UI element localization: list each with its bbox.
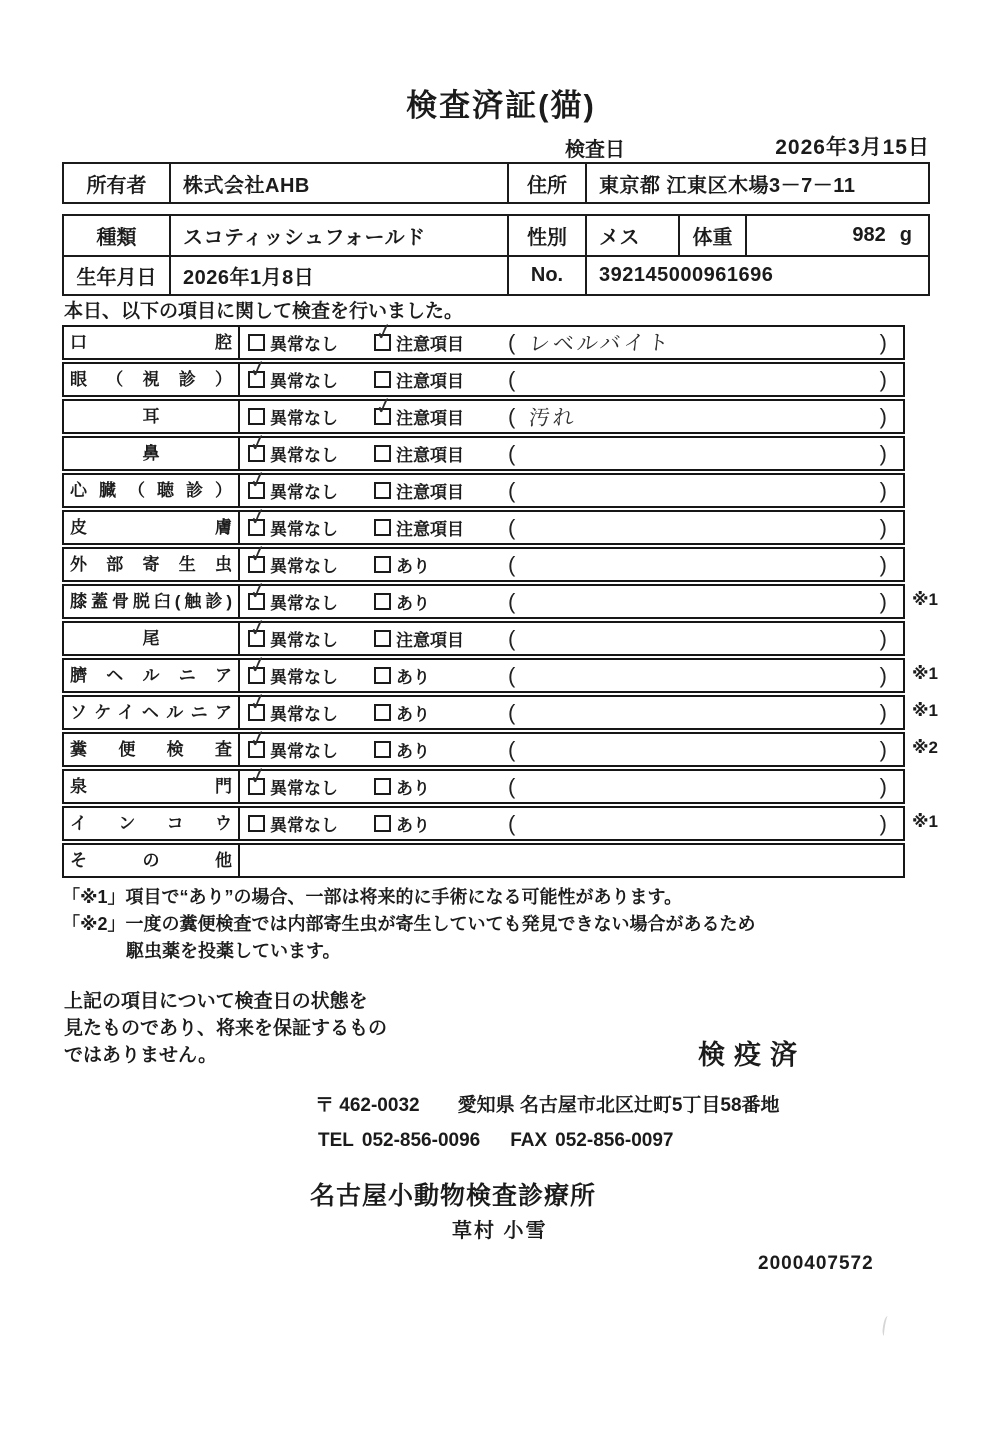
checkbox-option [247, 465, 374, 503]
open-paren: ( [508, 477, 516, 503]
checkbox-unchecked [248, 334, 265, 351]
exam-item-label: 糞便検査 [64, 734, 240, 765]
footnote-2-continued: 駆虫薬を投薬しています。 [126, 941, 341, 961]
checkbox-option [374, 478, 498, 503]
exam-row-body [240, 845, 903, 876]
exam-row-body [240, 687, 903, 728]
handwritten-note [515, 709, 880, 712]
open-paren: ( [508, 736, 516, 762]
note-area [498, 552, 903, 578]
checkbox-unchecked [374, 371, 391, 388]
exam-row [62, 502, 905, 545]
exam-table [62, 317, 938, 880]
exam-item-label: 外部寄生虫 [64, 549, 240, 580]
close-paren: ) [879, 773, 887, 799]
tel-label: TEL [318, 1130, 354, 1151]
owner-table [62, 162, 930, 204]
checkbox-checked [373, 317, 395, 351]
footnote-ref-mark: ※1 [912, 812, 938, 831]
owner-row [64, 164, 928, 202]
exam-item-label: 臍ヘルニア [64, 660, 240, 691]
weight-cell [745, 216, 928, 255]
check-mark-icon: ✓ [247, 428, 269, 459]
checkbox-option [373, 391, 498, 429]
owner-value: 株式会社AHB [169, 164, 507, 202]
footnote-1: 「※1」項目で“あり”の場合、一部は将来的に手術になる可能性があります。 [62, 887, 683, 907]
species-value: スコティッシュフォールド [169, 216, 507, 255]
close-paren: ) [879, 662, 887, 688]
checkbox-label: 注意項目 [396, 631, 464, 650]
checkbox-option [374, 774, 498, 799]
weight-label: 体重 [678, 216, 745, 255]
checkbox-unchecked [374, 815, 391, 832]
check-mark-icon: ✓ [247, 724, 269, 755]
exam-row-body [240, 317, 903, 358]
close-paren: ) [879, 736, 887, 762]
exam-row [62, 391, 905, 434]
checkbox-label: 異常なし [270, 779, 338, 798]
note-area [498, 700, 903, 726]
checkbox-label: 異常なし [270, 631, 338, 650]
checkbox-option [247, 502, 374, 540]
checkbox-option [374, 441, 498, 466]
footnote-2: 「※2」一度の糞便検査では内部寄生虫が寄生していても発見できない場合があるため [62, 914, 756, 934]
exam-item-label: 皮膚 [64, 512, 240, 543]
checkbox-option [374, 737, 498, 762]
checkbox-checked [247, 724, 269, 758]
species-label: 種類 [96, 227, 137, 249]
exam-row-body [240, 724, 903, 765]
note-area [498, 663, 903, 689]
exam-row-body [240, 761, 903, 802]
exam-item-label: 心臓（聴診） [64, 475, 240, 506]
no-label: No. [507, 257, 585, 294]
close-paren: ) [879, 329, 887, 355]
exam-row [62, 539, 905, 582]
checkbox-label: あり [396, 742, 430, 761]
checkbox-checked [247, 428, 269, 462]
weight-value: 982 [852, 224, 886, 246]
close-paren: ) [879, 477, 887, 503]
checkbox-label: あり [396, 816, 430, 835]
exam-row-body [240, 465, 903, 506]
no-value: 392145000961696 [585, 257, 928, 294]
checkbox-option [247, 428, 374, 466]
postal-code: 〒 462-0032 [315, 1095, 420, 1116]
check-mark-icon: ✓ [247, 761, 269, 792]
open-paren: ( [508, 366, 516, 392]
handwritten-note [515, 635, 880, 638]
handwritten-note [515, 746, 880, 749]
checkbox-option [374, 626, 498, 651]
note-area [498, 626, 903, 652]
open-paren: ( [508, 662, 516, 688]
note-area [498, 737, 903, 763]
checkbox-option [374, 589, 498, 614]
checkbox-label: 異常なし [270, 483, 338, 502]
exam-item-label: インコウ [64, 808, 240, 839]
exam-row-body [240, 808, 903, 839]
exam-date-label: 検査日 [565, 139, 625, 161]
checkbox-option [374, 700, 498, 725]
exam-item-label: その他 [64, 845, 240, 876]
exam-row [62, 761, 905, 804]
close-paren: ) [879, 514, 887, 540]
sex-label: 性別 [507, 216, 585, 255]
checkbox-unchecked [374, 630, 391, 647]
checkbox-unchecked [374, 519, 391, 536]
scan-artifact-mark [881, 1316, 890, 1337]
note-area [498, 402, 903, 432]
checkbox-label: 注意項目 [396, 409, 464, 428]
open-paren: ( [508, 810, 516, 836]
checkbox-unchecked [374, 667, 391, 684]
checkbox-label: あり [396, 594, 430, 613]
checkbox-label: 注意項目 [396, 520, 464, 539]
checkbox-checked [247, 761, 269, 795]
page-title: 検査済証(猫) [406, 88, 596, 123]
checkbox-unchecked [374, 593, 391, 610]
disclaimer-line-1: 上記の項目について検査日の状態を [64, 991, 368, 1012]
fax-number: 052-856-0097 [555, 1130, 674, 1151]
exam-row [62, 806, 938, 841]
checkbox-checked [247, 576, 269, 610]
open-paren: ( [508, 773, 516, 799]
checkbox-label: あり [396, 668, 430, 687]
open-paren: ( [508, 403, 516, 429]
exam-item-label: 泉門 [64, 771, 240, 802]
checkbox-unchecked [374, 741, 391, 758]
disclaimer-line-2: 見たものであり、将来を保証するもの [64, 1018, 388, 1039]
note-area [498, 478, 903, 504]
note-area [498, 367, 903, 393]
check-mark-icon: ✓ [247, 354, 269, 385]
note-area [498, 774, 903, 800]
address-label: 住所 [507, 164, 585, 202]
checkbox-label: 注意項目 [396, 335, 464, 354]
checkbox-checked [247, 465, 269, 499]
exam-item-label: 尾 [64, 623, 240, 654]
checkbox-label: 異常なし [270, 446, 338, 465]
exam-row [62, 576, 938, 619]
exam-row-body [240, 354, 903, 395]
checkbox-label: 異常なし [270, 668, 338, 687]
checkbox-label: あり [396, 705, 430, 724]
exam-row [62, 613, 905, 656]
handwritten-note [515, 487, 880, 490]
checkbox-option [248, 811, 374, 836]
owner-label: 所有者 [86, 174, 147, 197]
handwritten-note: レベルバイト [528, 331, 673, 356]
checkbox-option [247, 687, 374, 725]
checkbox-unchecked [374, 482, 391, 499]
handwritten-note [515, 820, 880, 823]
check-mark-icon: ✓ [373, 317, 395, 348]
check-mark-icon: ✓ [247, 576, 269, 607]
footnote-ref-mark: ※2 [912, 738, 938, 757]
note-area [498, 811, 903, 837]
pet-row-2 [64, 255, 928, 294]
checkbox-unchecked [248, 815, 265, 832]
exam-item-label: ソケイヘルニア [64, 697, 240, 728]
open-paren: ( [508, 625, 516, 651]
exam-row [62, 317, 905, 360]
footnotes [62, 884, 756, 965]
check-mark-icon: ✓ [247, 539, 269, 570]
close-paren: ) [879, 440, 887, 466]
clinic-address-line [315, 1090, 780, 1117]
handwritten-note [515, 561, 880, 564]
footnote-ref-mark: ※1 [912, 664, 938, 683]
exam-item-label: 眼（視診） [64, 364, 240, 395]
disclaimer-line-3: ではありません。 [64, 1045, 218, 1066]
open-paren: ( [508, 551, 516, 577]
checkbox-checked [247, 687, 269, 721]
check-mark-icon: ✓ [247, 502, 269, 533]
note-area [498, 515, 903, 541]
open-paren: ( [508, 329, 516, 355]
checkbox-label: 異常なし [270, 594, 338, 613]
check-mark-icon: ✓ [373, 391, 395, 422]
birth-value: 2026年1月8日 [169, 257, 507, 294]
checkbox-unchecked [374, 778, 391, 795]
pet-table [62, 214, 930, 296]
checkbox-checked [247, 613, 269, 647]
checkbox-option [247, 613, 374, 651]
close-paren: ) [879, 551, 887, 577]
exam-row-body [240, 576, 903, 617]
clinic-address: 愛知県 名古屋市北区辻町5丁目58番地 [457, 1095, 780, 1116]
note-area [498, 589, 903, 615]
exam-row [62, 465, 905, 508]
exam-row [62, 650, 938, 693]
exam-item-label: 鼻 [64, 438, 240, 469]
checkbox-checked [247, 502, 269, 536]
close-paren: ) [879, 810, 887, 836]
handwritten-note [515, 376, 880, 379]
address-value: 東京都 江東区木場3－7－11 [585, 164, 928, 202]
handwritten-note [515, 672, 880, 675]
pet-row-1 [64, 216, 928, 255]
checkbox-checked [247, 354, 269, 388]
open-paren: ( [508, 514, 516, 540]
checkbox-option [248, 330, 374, 355]
exam-row [62, 428, 905, 471]
exam-row-body [240, 391, 903, 432]
checkbox-unchecked [374, 445, 391, 462]
exam-row [62, 843, 905, 878]
close-paren: ) [879, 699, 887, 725]
checkbox-label: あり [396, 557, 430, 576]
open-paren: ( [508, 440, 516, 466]
checkbox-option [374, 367, 498, 392]
footnote-ref-mark: ※1 [912, 590, 938, 609]
close-paren: ) [879, 366, 887, 392]
open-paren: ( [508, 699, 516, 725]
exam-row-body [240, 613, 903, 654]
checkbox-option [374, 515, 498, 540]
checkbox-label: あり [396, 779, 430, 798]
check-mark-icon: ✓ [247, 687, 269, 718]
veterinarian-name: 草村 小雪 [452, 1220, 548, 1242]
disclaimer [64, 988, 387, 1069]
exam-row-body [240, 539, 903, 580]
exam-row [62, 354, 905, 397]
exam-item-label: 口腔 [64, 327, 240, 358]
checkbox-option [247, 761, 374, 799]
handwritten-note: 汚れ [528, 405, 579, 430]
serial-number: 2000407572 [758, 1253, 874, 1274]
clinic-phone-line [318, 1130, 674, 1152]
fax-label: FAX [510, 1130, 548, 1151]
checkbox-option [248, 404, 374, 429]
checkbox-label: 異常なし [270, 409, 338, 428]
exam-row-body [240, 428, 903, 469]
checkbox-checked [373, 391, 395, 425]
exam-row-body [240, 502, 903, 543]
exam-row [62, 687, 938, 730]
checkbox-label: 異常なし [270, 335, 338, 354]
checkbox-unchecked [248, 408, 265, 425]
checkbox-option [374, 663, 498, 688]
quarantine-passed-stamp: 検疫済 [698, 1040, 806, 1070]
checkbox-option [373, 317, 498, 355]
checkbox-label: 異常なし [270, 372, 338, 391]
weight-unit: g [899, 224, 912, 246]
check-mark-icon: ✓ [247, 613, 269, 644]
checkbox-checked [247, 650, 269, 684]
checkbox-label: 注意項目 [396, 446, 464, 465]
note-area [498, 328, 903, 358]
checkbox-option [247, 724, 374, 762]
clinic-name: 名古屋小動物検査診療所 [310, 1182, 597, 1210]
checkbox-label: 異常なし [270, 520, 338, 539]
close-paren: ) [879, 403, 887, 429]
checkbox-option [247, 539, 374, 577]
handwritten-note [515, 524, 880, 527]
checkbox-option [247, 650, 374, 688]
checkbox-option [247, 576, 374, 614]
intro-sentence: 本日、以下の項目に関して検査を行いました。 [64, 301, 464, 322]
checkbox-option [374, 552, 498, 577]
checkbox-label: 異常なし [270, 557, 338, 576]
note-area [498, 441, 903, 467]
close-paren: ) [879, 588, 887, 614]
checkbox-option [374, 811, 498, 836]
check-mark-icon: ✓ [247, 465, 269, 496]
handwritten-note [515, 598, 880, 601]
checkbox-label: 異常なし [270, 705, 338, 724]
exam-date-value: 2026年3月15日 [775, 136, 930, 159]
handwritten-note [515, 450, 880, 453]
checkbox-label: 注意項目 [396, 372, 464, 391]
checkbox-label: 異常なし [270, 742, 338, 761]
sex-value: メス [585, 216, 678, 255]
checkbox-option [247, 354, 374, 392]
close-paren: ) [879, 625, 887, 651]
open-paren: ( [508, 588, 516, 614]
checkbox-label: 注意項目 [396, 483, 464, 502]
exam-item-label: 耳 [64, 401, 240, 432]
checkbox-checked [247, 539, 269, 573]
birth-label: 生年月日 [76, 267, 157, 289]
exam-item-label: 膝蓋骨脱臼(触診) [64, 586, 240, 617]
checkbox-unchecked [374, 556, 391, 573]
exam-row-body [240, 650, 903, 691]
handwritten-note [515, 783, 880, 786]
check-mark-icon: ✓ [247, 650, 269, 681]
tel-number: 052-856-0096 [361, 1130, 481, 1151]
checkbox-unchecked [374, 704, 391, 721]
exam-row [62, 724, 938, 767]
footnote-ref-mark: ※1 [912, 701, 938, 720]
checkbox-label: 異常なし [270, 816, 338, 835]
